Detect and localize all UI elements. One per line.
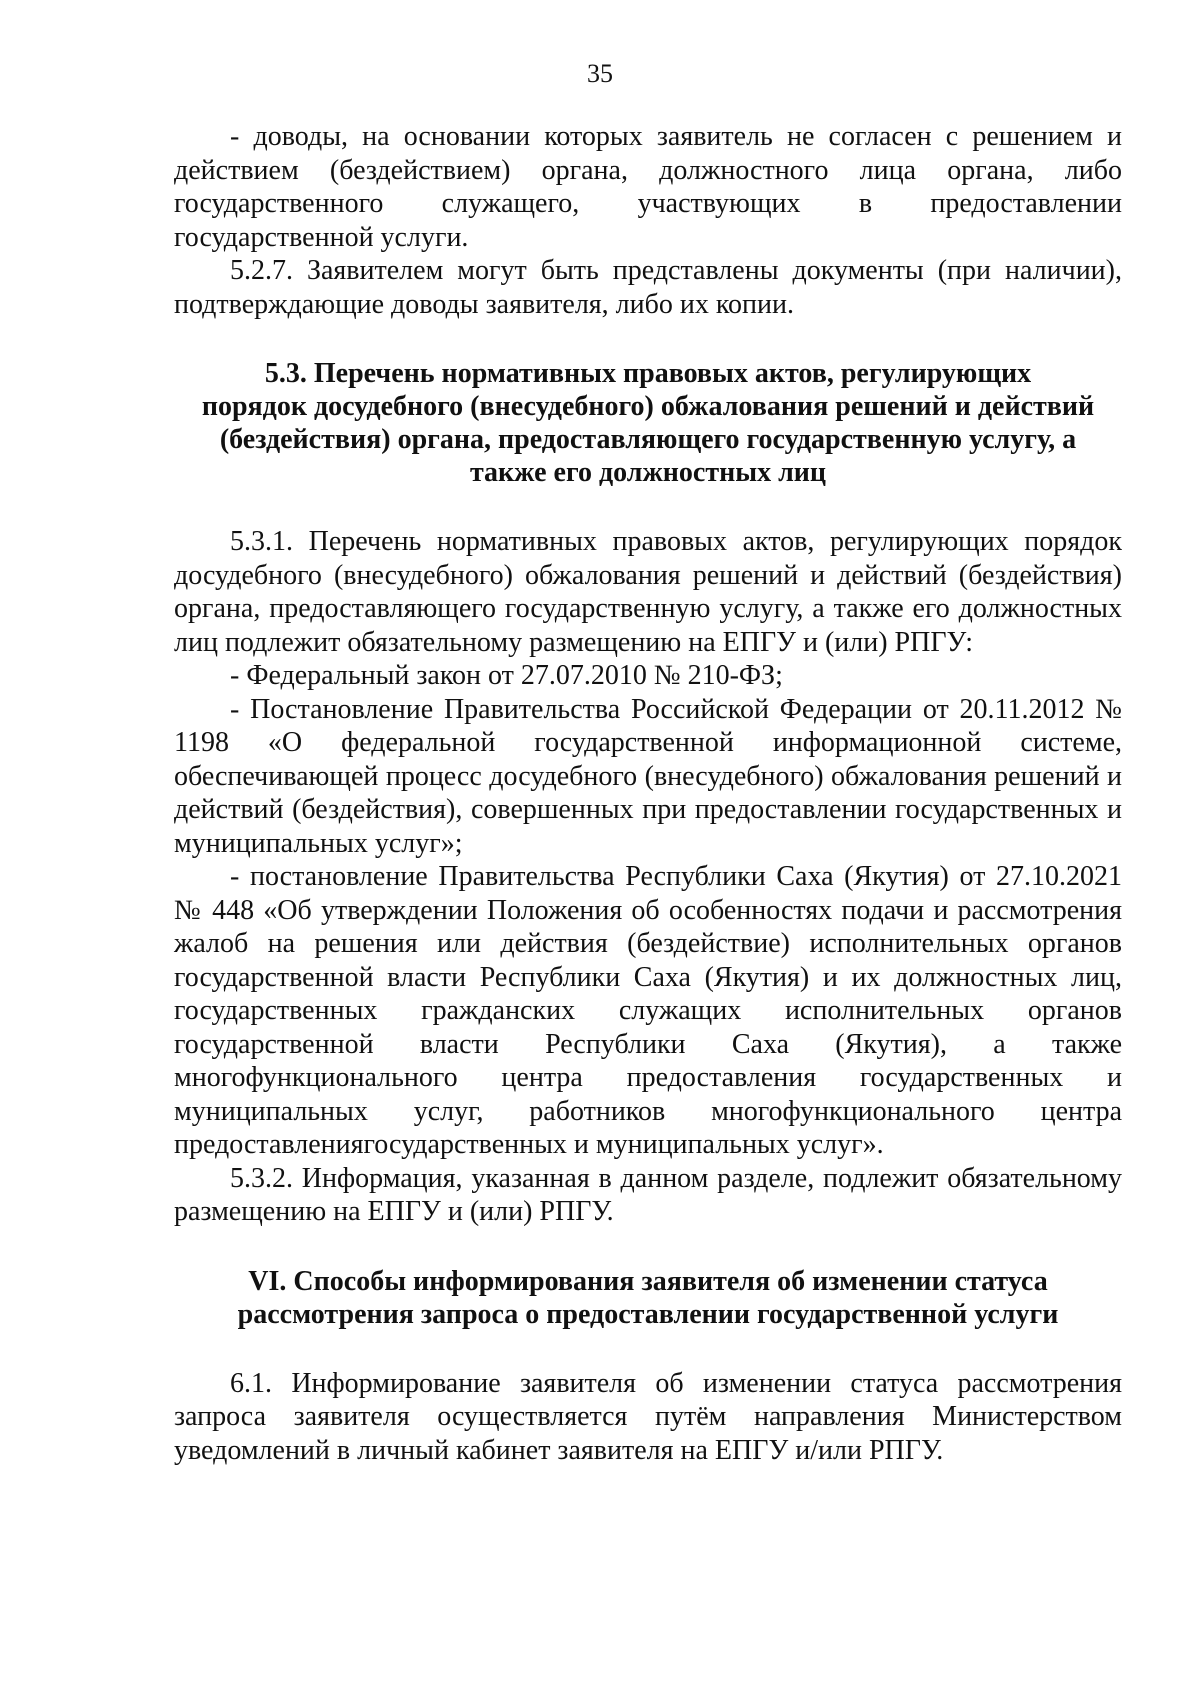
paragraph-5-2-7: 5.2.7. Заявителем могут быть представлены документы (при наличии), подтверждающие доводы заявителя, либо их копии.: [174, 255, 1122, 320]
section-5-3-heading: [174, 357, 1122, 489]
heading-line: рассмотрения запроса о предоставлении государственной услуги: [237, 1298, 1059, 1330]
heading-line: VI. Способы информирования заявителя об изменении статуса: [248, 1265, 1048, 1297]
list-item-yakutia-decree: - постановление Правительства Республики Саха (Якутия) от 27.10.2021 № 448 «Об утверждении Положения об особенностях подачи и рассмотрения жалоб на решения или действия (бездействие) исполнительных органов государственной власти Республики Саха (Якутия) и их должностных лиц, государственных гражданских служащих исполнительных органов государственной власти Республики Саха (Якутия), а также многофункционального центра предоставления государственных и муниципальных услуг, работников многофункционального центра предоставлениягосударственных и муниципальных услуг».: [174, 861, 1122, 1160]
paragraph-5-3-1: 5.3.1. Перечень нормативных правовых актов, регулирующих порядок досудебного (внесудебного) обжалования решений и действий (бездействия) органа, предоставляющего государственную услугу, а также его должностных лиц подлежит обязательному размещению на ЕПГУ и (или) РПГУ:: [174, 526, 1122, 658]
heading-line: (бездействия) органа, предоставляющего государственную услугу, а: [219, 424, 1077, 455]
heading-line: порядок досудебного (внесудебного) обжалования решений и действий: [201, 391, 1095, 422]
heading-line: 5.3. Перечень нормативных правовых актов, регулирующих: [264, 358, 1032, 389]
document-body: [174, 120, 1122, 1467]
section-6-heading: [174, 1265, 1122, 1331]
page-number: 35: [587, 59, 613, 88]
list-item-federal-law: - Федеральный закон от 27.07.2010 № 210-ФЗ;: [230, 660, 783, 691]
heading-line: также его должностных лиц: [469, 457, 827, 488]
paragraph-arguments: - доводы, на основании которых заявитель не согласен с решением и действием (бездействием) органа, должностного лица органа, либо государственного служащего, участвующих в предоставлении государственной услуги.: [174, 121, 1122, 253]
paragraph-6-1: 6.1. Информирование заявителя об изменении статуса рассмотрения запроса заявителя осуществляется путём направления Министерством уведомлений в личный кабинет заявителя на ЕПГУ и/или РПГУ.: [174, 1367, 1122, 1466]
paragraph-5-3-2: 5.3.2. Информация, указанная в данном разделе, подлежит обязательному размещению на ЕПГУ и (или) РПГУ.: [174, 1162, 1122, 1227]
list-item-government-decree: - Постановление Правительства Российской Федерации от 20.11.2012 № 1198 «О федеральной государственной информационной системе, обеспечивающей процесс досудебного (внесудебного) обжалования решений и действий (бездействия), совершенных при предоставлении государственных и муниципальных услуг»;: [174, 693, 1122, 859]
